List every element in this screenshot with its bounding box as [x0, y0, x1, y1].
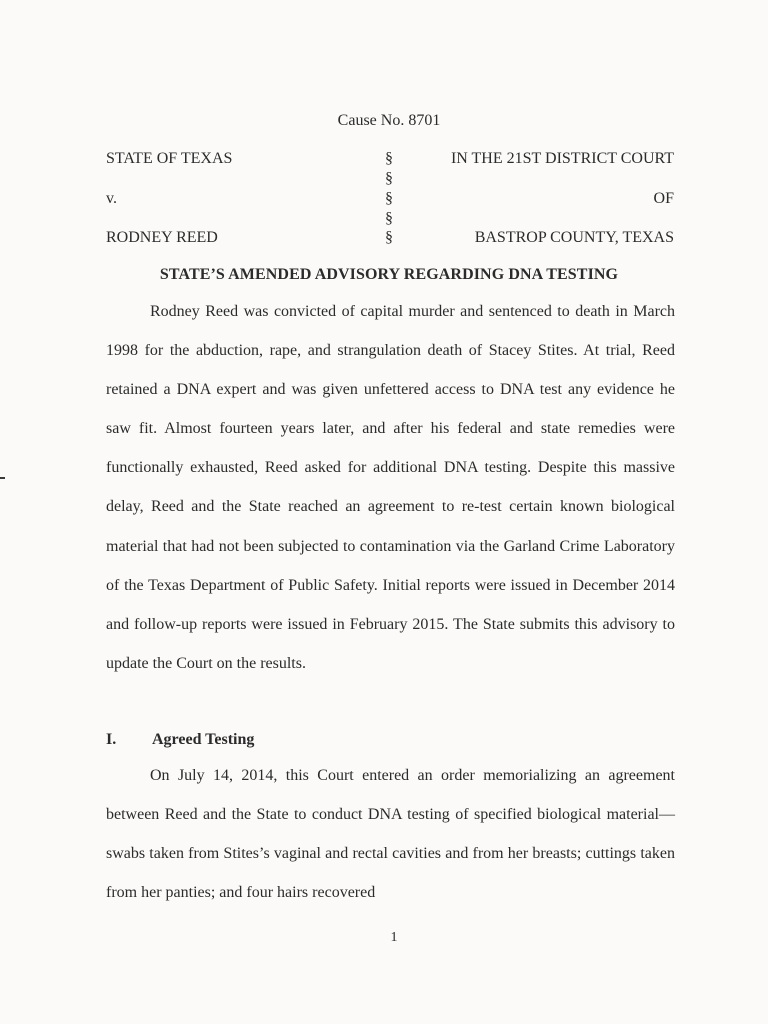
document-title: STATE’S AMENDED ADVISORY REGARDING DNA TESTING — [159, 266, 619, 283]
caption-versus: v. — [106, 190, 117, 207]
section-title: Agreed Testing — [152, 731, 255, 748]
caption-row-5 — [106, 229, 674, 251]
section-symbol: § — [385, 190, 393, 207]
section-symbol: § — [385, 210, 393, 227]
margin-mark — [0, 477, 5, 479]
caption-row-2 — [106, 170, 674, 192]
paragraph-agreed-testing: On July 14, 2014, this Court entered an order memorializing an agreement between Reed and the State to conduct DNA testing of specified biological material—swabs taken from Stites’s vaginal and rectal cavities and from her breasts; cuttings taken from her panties; and four hairs recovered — [106, 767, 675, 902]
caption-row-1 — [106, 150, 674, 172]
caption-court: IN THE 21ST DISTRICT COURT — [450, 150, 674, 167]
section-symbol: § — [385, 150, 393, 167]
caption-county: BASTROP COUNTY, TEXAS — [474, 229, 674, 246]
page-number: 1 — [390, 930, 398, 945]
caption-of: OF — [653, 190, 674, 207]
cause-number: Cause No. 8701 — [337, 112, 441, 129]
caption-row-3 — [106, 190, 674, 212]
caption-party-defendant: RODNEY REED — [106, 229, 218, 246]
section-symbol: § — [385, 170, 393, 187]
caption-party-state: STATE OF TEXAS — [106, 150, 233, 167]
paragraph-intro: Rodney Reed was convicted of capital murder and sentenced to death in March 1998 for the abduction, rape, and strangulation death of Stacey Stites. At trial, Reed retained a DNA expert and was given unfettered access to DNA test any evidence he saw fit. Almost fourteen years later, and after his federal and state remedies were functionally exhausted, Reed asked for additional DNA testing. Despite this massive delay, Reed and the State reached an agreement to re-test certain known biological material that had not been subjected to contamination via the Garland Crime Laboratory of the Texas Department of Public Safety. Initial reports were issued in December 2014 and follow-up reports were issued in February 2015. The State submits this advisory to update the Court on the results. — [106, 303, 675, 672]
section-number: I. — [106, 731, 117, 748]
section-symbol: § — [385, 229, 393, 246]
